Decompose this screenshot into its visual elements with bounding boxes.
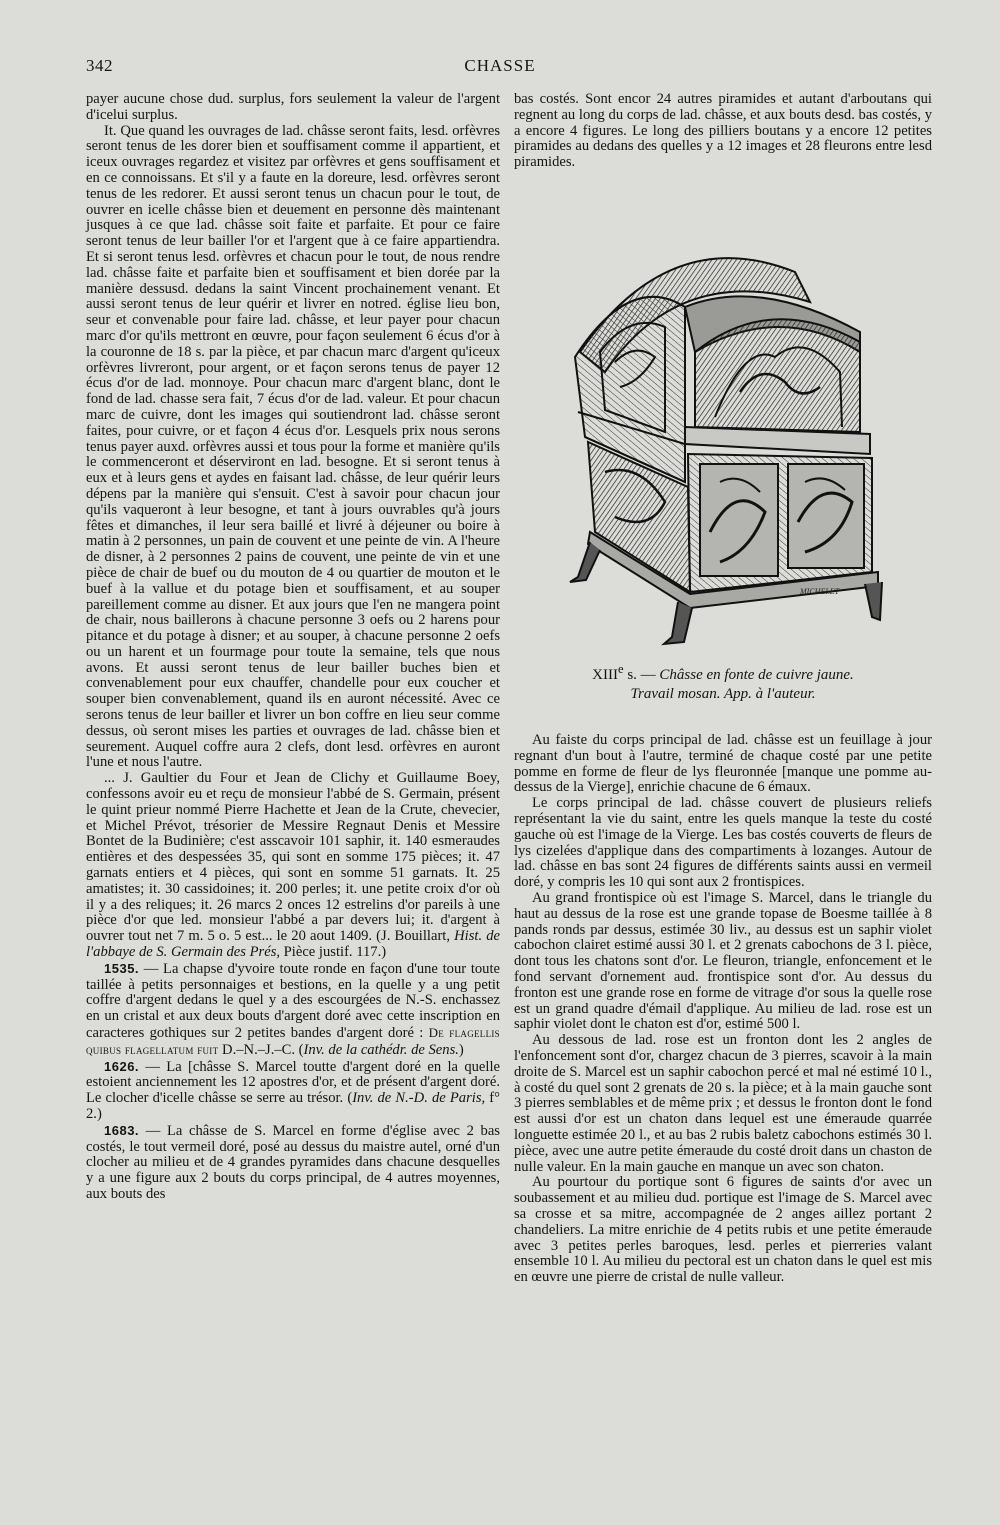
entry-text: — La chapse d'yvoire toute ronde en façon d'une tour toute taillée à petits personnaiges et bestions, en la quelle y a ung petit coffre d'argent dedans le quel y a des escourgées de N.-S. enchassez en un cristal et aux deux bouts d'argent doré avec cette inscription en caracteres gothiques sur 2 petites bandes d'argent doré :	[86, 960, 500, 1042]
source-reference: Inv. de N.-D. de Paris,	[352, 1090, 486, 1107]
engraver-signature: MICHELET	[800, 587, 840, 596]
entry-close: )	[458, 1041, 464, 1058]
entry-text-tail: f° 2.)	[86, 1090, 500, 1122]
paragraph: Au dessous de lad. rose est un fronton dont les 2 angles de l'enfoncement sont d'or, chargez chacun de 3 pierres, scavoir à la main droite de S. Marcel est un saphir cabochon percé et mal né estimé 10 l., à costé du quel sont 2 grenats de 20 s. la pièce; et à la main gauche sont 3 pierres semblables et de même prix ; et dessus le fronton dont le fond est aussi d'or est un chaton dans lequel est une émeraude quarrée longuette estimée 20 l., et au bas 2 rubis baletz cabochons estimés 30 l. pièce, avec une autre petite émeraude du costé droit dans un chaston de nulle valeur. En la main gauche en manque un avec son chaton.	[514, 1032, 932, 1175]
source-reference: Hist. de l'abbaye de S. Germain des Prés,	[86, 928, 501, 961]
page-number: 342	[86, 56, 113, 75]
caption-line-2: Travail mosan. App. à l'auteur.	[630, 686, 816, 702]
paragraph: It. Que quand les ouvrages de lad. châsse seront faits, lesd. orfèvres seront tenus de les dorer bien et souffisament comme il appartient, et iceux ouvrages regardez et visitez par orfèvres et gens souffisament et en ce connoissans. Et s'il y a faute en la doreure, lesd. orfèvres seront tenus de les redorer. Et aussi seront tenus un chacun pour le tout, de ouvrer en icelle châsse bien et deuement en personne dès maintenant jusques à ce que lad. châsse soit faite et parfaite. Et pour ce faire seront tenus de leur bailler l'or et l'argent que à ce faire appartiendra. Et si seront tenus lesd. orfèvres et chacun pour le tout, de nous rendre lad. châsse faite et parfaite bien et souffisament et bien dorée par la manière dessusd. dedans la saint Vincent prochainement venant. Et aussi seront tenus de leur quérir et livrer en notred. église lieu bon, seur et convenable pour faire lad. châsse, et leur payer pour chacun marc d'or qu'ils mettront en œuvre, pour façon seulement 6 écus d'or à la couronne de 18 s. par la pièce, et par chacun marc d'argent qu'iceux orfèvres livreront, pour argent, or et façon serons tenus de payer 12 écus d'or de lad. monnoye. Pour chacun marc d'argent blanc, dont le fond de lad. chasse sera fait, 7 écus d'or de lad. valeur. Et pour chacun marc de cuivre, dont les images qui soutiendront lad. châsse seront faites, pour cuivre, or et façon 4 écus d'or. Lesquels prix nous serons tenus payer auxd. orfèvres aussi et tous pour la forme et manière qu'ils le commenceront et déserviront en lad. besogne. Et si seront tenus à eux et à leurs gens et aydes en faisant lad. châsse, de leur quérir leurs dépens par la manière qui s'ensuit. C'est à savoir pour chacun jour qu'ils vaqueront à leur besogne, et tant à jours ouvrables qu'à jours fêtes et dimanches, il leur sera baillé et livré à déjeuner ou boire à matin à 2 personnes, un pain de couvent et une peinte de vin. A l'heure de disner, à 2 personnes 2 pains de couvent, une peinte de vin et une pièce de chair de buef ou du mouton de 4 ou quartier de mouton et le buef à la vallue et du potage bien et souffisament, et au souper pareillement comme au disner. Et aux jours que l'en ne mangera point de chair, nous baillerons à chacune personne 3 oefs ou 2 harens pour pitance et du potage à disner; et au souper, à chacune personne 2 oefs ou un harent et un fourmage pour toute la semaine, tels que nous avons. Et aussi seront tenus de leur bailler buches bien et convenablement pour eux chauffer, chandelle pour eux coucher et souper bien convenablement, quand ils en auront nécessité. Avec ce serons tenus de leur bailler et livrer un bon coffre en lieu seur comme dessus, où seront mises les parties et ouvrages de lad. châsse bien et seurement. Auquel coffre aura 2 clefs, dont lesd. orfèvres en auront l'une et nous l'autre.	[86, 122, 500, 771]
entry-text-tail: D.–N.–J.–C. (	[218, 1041, 304, 1058]
chasse-illustration	[560, 232, 905, 647]
entry-year: 1626.	[104, 1058, 140, 1074]
figure-caption	[514, 660, 932, 704]
source-reference: Inv. de la cathédr. de Sens.	[303, 1041, 459, 1058]
paragraph: payer aucune chose dud. surplus, fors seulement la valeur de l'argent d'icelui surplus.	[86, 91, 500, 123]
caption-century: XIII	[592, 667, 618, 683]
paragraph: Au faiste du corps principal de lad. châsse est un feuillage à jour regnant d'un bout à l'autre, terminé de chaque costé par une petite pomme en forme de fleur de lys fleuronnée [manque une pomme au-dessus de la Vierge], enrichie chacune de 6 émaux.	[514, 732, 932, 796]
running-title: CHASSE	[464, 56, 536, 75]
paragraph: bas costés. Sont encor 24 autres piramides et autant d'arboutans qui regnent au long du corps de lad. châsse, et aux bouts desd. bas costés, y a encore 4 figures. Le long des pilliers boutans y a encore 12 petites piramides au dedans des quelles y a 12 images et 28 fleurons entre lesd piramides.	[514, 91, 932, 171]
right-column-top	[514, 92, 932, 171]
left-column	[86, 92, 500, 1203]
source-reference-tail: Pièce justif. 117.)	[280, 944, 387, 961]
entry-year: 1683.	[104, 1122, 140, 1138]
caption-title: Châsse en fonte de cuivre jaune.	[659, 667, 854, 683]
inscription: De flagellis quibus flagellatum fuit	[86, 1025, 500, 1057]
paragraph-text: ... J. Gaultier du Four et Jean de Clichy et Guillaume Boey, confessons avoir eu et reçu de monsieur l'abbé de S. Germain, présent le quint prieur nommé Pierre Hachette et Jean de la Crute, chevecier, et Michel Prévot, trésorier de Messire Regnaut Denis et Messire Bontet de la Budinière; c'est asscavoir 101 saphir, it. 140 esmeraudes entières et des despessées 35, qui sont en somme 175 pièces; it. 47 garnats entiers et 4 pièces, qui sont en somme 51 garnats. It. 25 amatistes; it. 30 cassidoines; it. 200 perles; it. une petite croix d'or où il y a des reliques; it. 26 marcs 2 onces 12 estrelins d'or pareils à une pièce d'or que led. monsieur l'abbé a par devers lui; it. d'argent à ouvrer tout net 7 m. 5 o. 5 est... le 20 aout 1409. (J. Bouillart,	[86, 770, 500, 945]
running-head	[0, 56, 1000, 86]
paragraph: Au pourtour du portique sont 6 figures de saints d'or avec un soubassement et au milieu dud. portique est l'image de S. Marcel avec sa crosse et sa mitre, accompagnée de 2 anges aillez portant 2 chandeliers. La mitre enrichie de 4 petits rubis et une petite émeraude avec 3 petites perles baroques, lesd. perles et pierreries valant ensemble 10 l. Au milieu du pectoral est un chaton dans le quel est mis en œuvre une pierre de cristal de nulle valleur.	[514, 1174, 932, 1286]
entry-text: — La châsse de S. Marcel en forme d'église avec 2 bas costés, le tout vermeil doré, posé au dessus du maistre autel, orné d'un clocher au milieu et de 4 grandes pyramides dans chacune desquelles y a une figure aux 2 bouts du corps principal, de 4 autres moyennes, aux bouts des	[86, 1122, 500, 1202]
paragraph: Le corps principal de lad. châsse couvert de plusieurs reliefs représentant la vie du saint, entre les quels manque la teste du costé gauche où est l'image de la Vierge. Les bas costés couverts de fleurs de lys cizelées d'applique dans des compartiments à lozanges. Autour de lad. châsse en bas sont 24 figures de différents saints aussi en vermeil doré, y compris les 10 qui sont aux 2 frontispices.	[514, 795, 932, 891]
paragraph	[86, 771, 500, 961]
dated-entry	[86, 1059, 500, 1123]
entry-text: — La [châsse S. Marcel toutte d'argent doré en la quelle estoient anciennement les 12 apostres d'or, et de présent d'argent doré. Le clocher d'icelle châsse se serre au trésor. (	[86, 1058, 500, 1107]
caption-dash: s. —	[623, 667, 660, 683]
dated-entry	[86, 1123, 500, 1203]
entry-year: 1535.	[104, 960, 140, 976]
caption-line-1	[514, 660, 932, 685]
right-column-bottom	[514, 733, 932, 1286]
paragraph: Au grand frontispice où est l'image S. Marcel, dans le triangle du haut au dessus de la rose est une grande topase de Boesme taillée à 8 pands ronds par dessus, estimée 30 liv., au dessus est un saphir violet cabochon clairet estimé aussi 30 l. et 2 grenats cabochons de 3 l. pièce, dont tous les chatons sont d'or. Le fleuron, triangle, enfoncement et le fond servant d'ornement aud. frontispice sont d'or. Au dessus du fronton est une grande rose en forme de vitrage d'or sous la quelle rose est un grand quadre d'émail d'applique. Au milieu de lad. rose est un saphir violet dont le chaton est d'or, estimé 500 l.	[514, 889, 932, 1033]
dated-entry	[86, 961, 500, 1059]
caption-century-sup: e	[618, 662, 624, 676]
chasse-engraving	[560, 232, 905, 647]
